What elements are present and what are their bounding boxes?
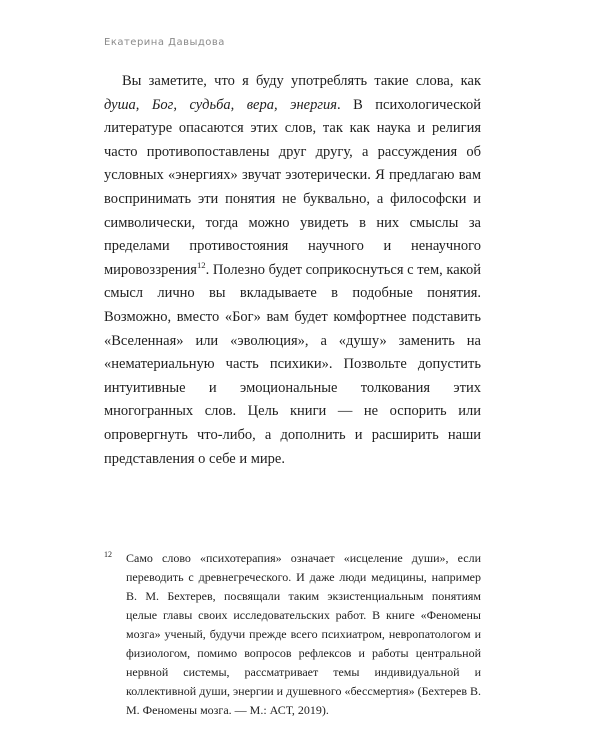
paragraph-italic-words: душа, Бог, судьба, вера, энергия (104, 96, 337, 113)
footnote-text: Само слово «психотерапия» означает «исцеление души», если переводить с древнегреческого. И даже люди медицины, например В. М. Бехтерев, посвящали таким экзистенциальным понятиям целые главы своих исследовательских работ. В книге «Феномены мозга» ученый, будучи прежде всего психиатром, невропатологом и физиологом, помимо вопросов рефлексов и работы центральной нервной системы, рассматривает темы индивидуальной и коллективной души, энергии и душевного «бессмертия» (Бехтерев В. М. Феномены мозга. — М.: АСТ, 2019). (126, 551, 481, 717)
running-head-author: Екатерина Давыдова (104, 37, 225, 48)
main-paragraph (104, 70, 481, 471)
footnote-number: 12 (104, 550, 112, 559)
paragraph-text-end: . Полезно будет соприкоснуться с тем, какой смысл лично вы вкладываете в подобные понятия. Возможно, вместо «Бог» вам будет комфортнее подставить «Вселенная» или «эволюция», а «душу» заменить на «нематериальную часть психики». Позвольте допустить интуитивные и эмоциональные толкования этих многогранных слов. Цель книги — не оспорить или опровергнуть что-либо, а дополнить и расширить наши представления о себе и мире. (104, 261, 481, 467)
footnote (104, 549, 481, 720)
footnote-reference[interactable]: 12 (196, 259, 206, 270)
paragraph-text-middle: . В психологической литературе опасаются этих слов, так как наука и религия часто противопоставлены друг другу, а рассуждения об условных «энергиях» звучат эзотерически. Я предлагаю вам воспринимать эти понятия не буквально, а философски и символически, тогда можно увидеть в них смыслы за пределами противостояния научного и ненаучного мировоззрения (104, 96, 481, 278)
paragraph-text-start: Вы заметите, что я буду употреблять такие слова, как (122, 73, 481, 89)
